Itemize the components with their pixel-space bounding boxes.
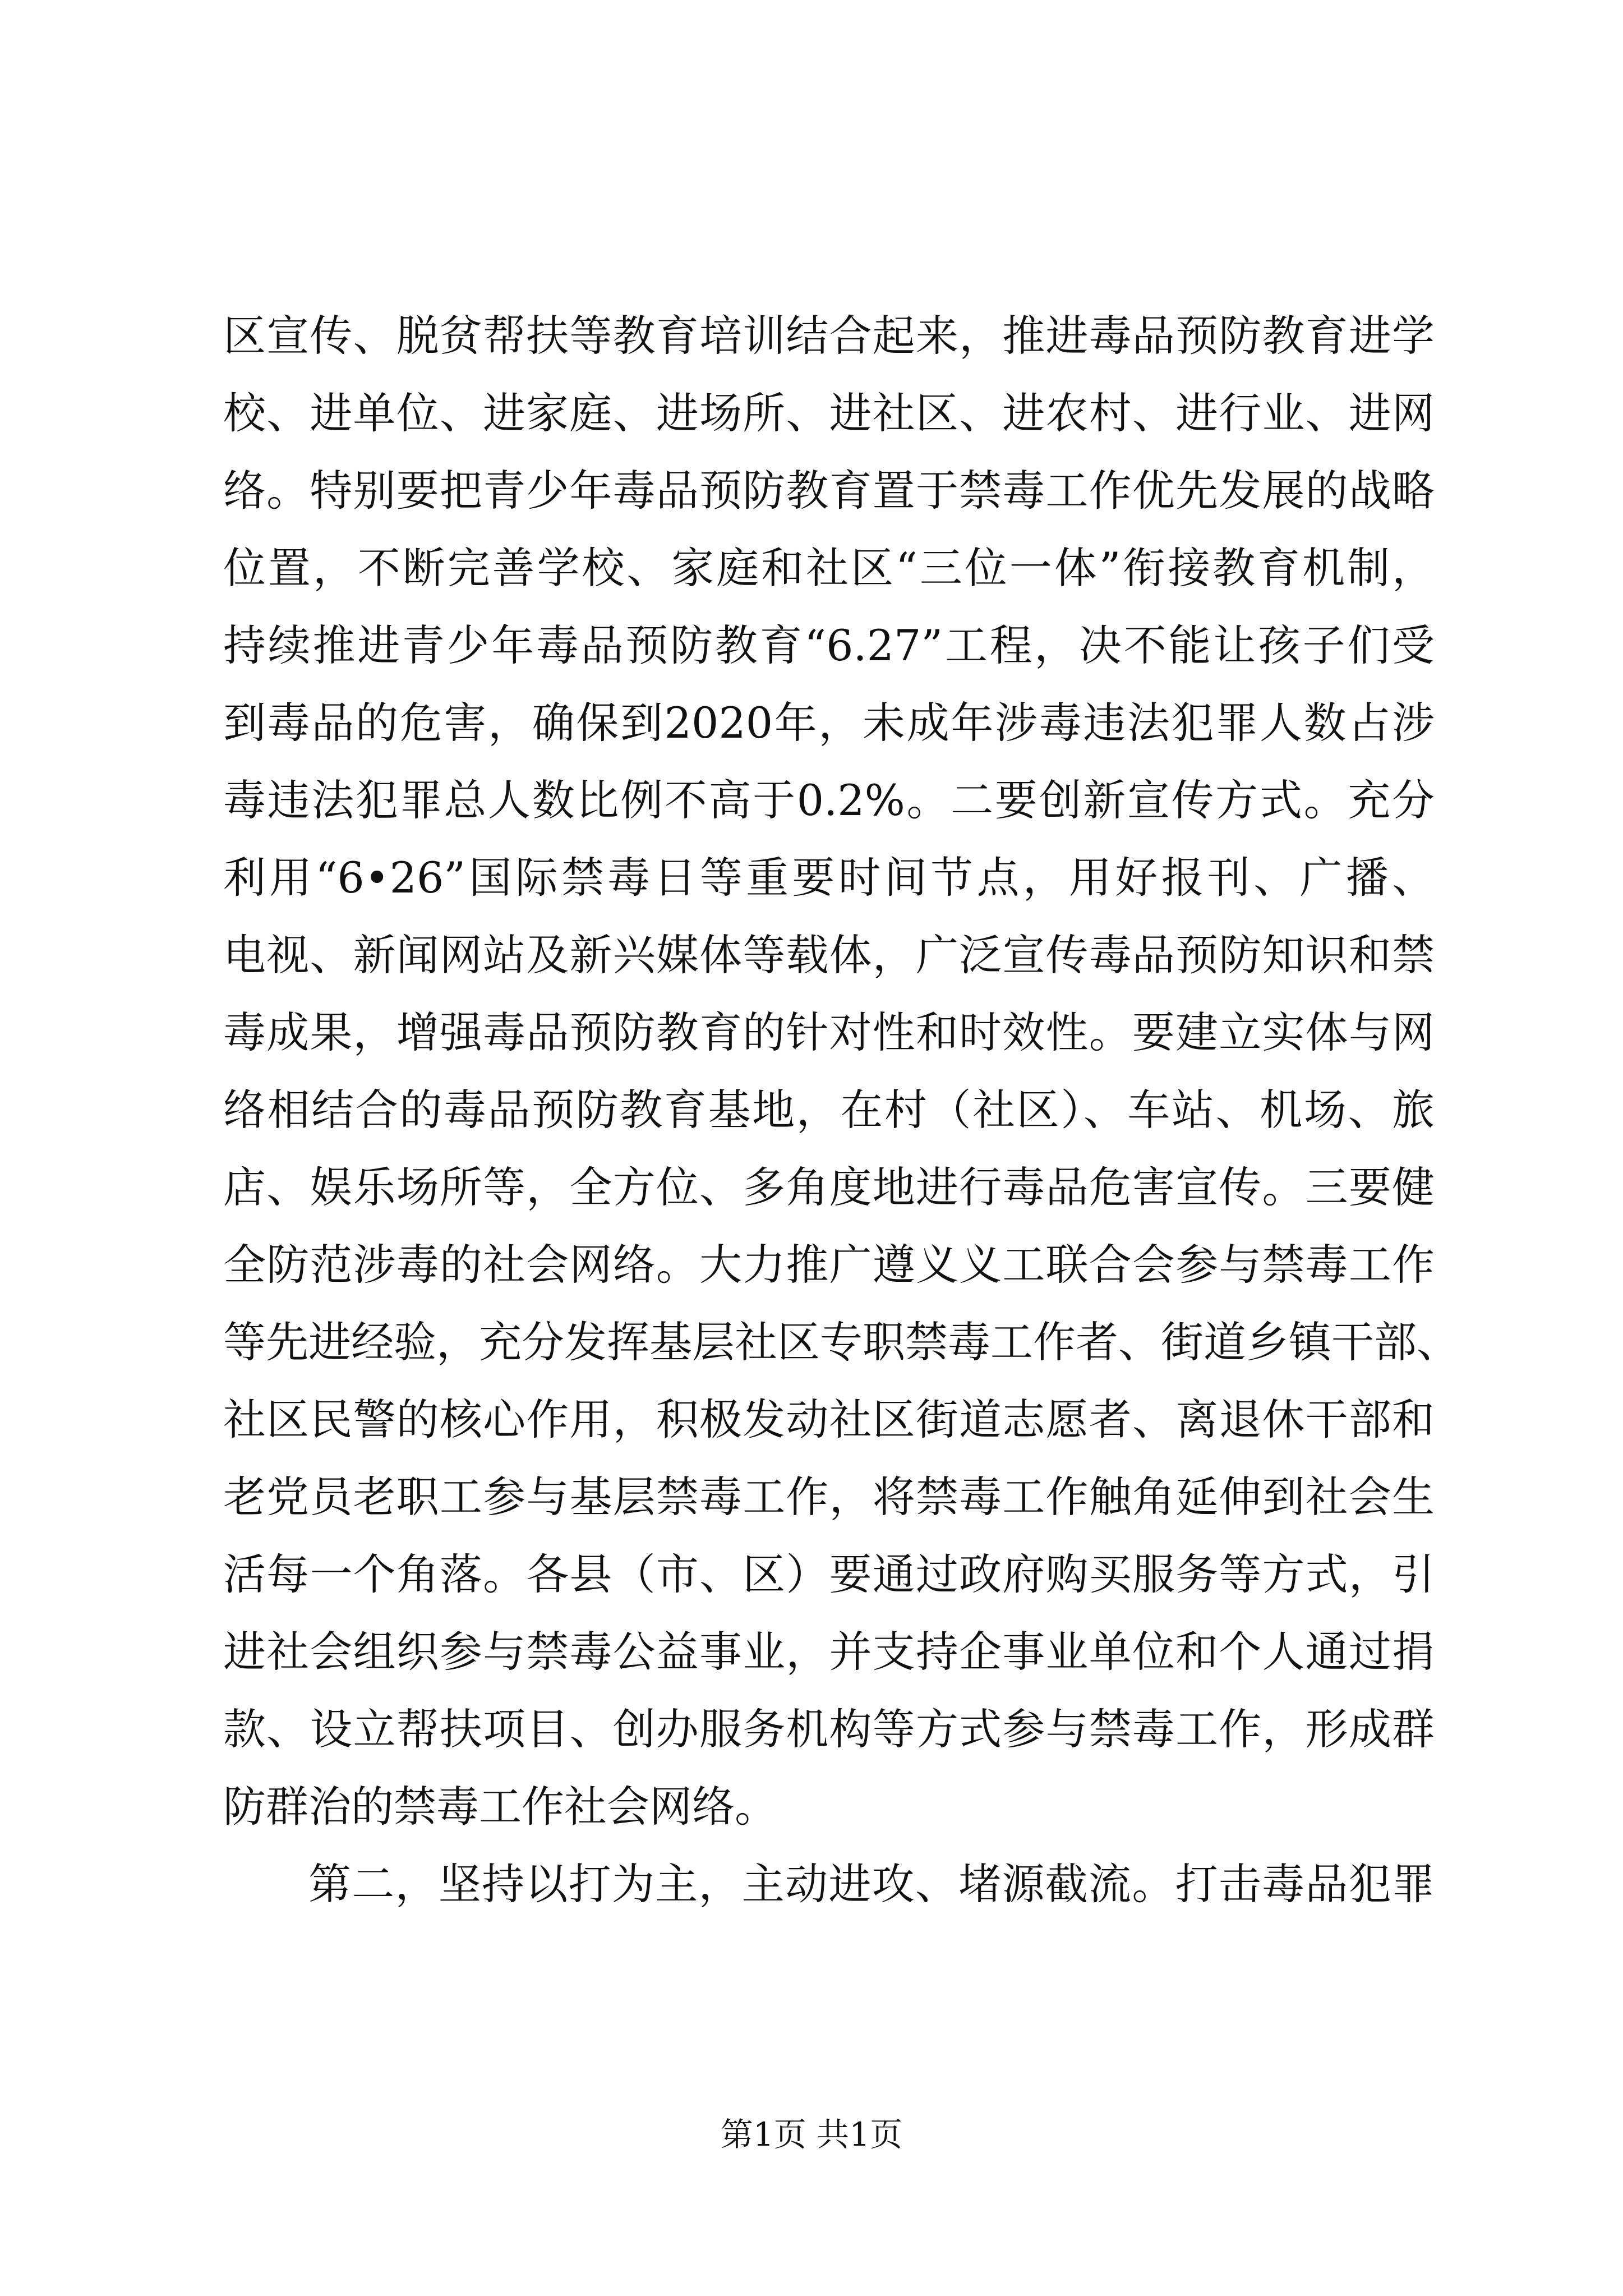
text-line: 活每一个角落。各县（市、区）要通过政府购买服务等方式，引 <box>223 1549 1435 1599</box>
page-footer: 第1页 共1页 <box>720 2115 903 2154</box>
text-line: 款、设立帮扶项目、创办服务机构等方式参与禁毒工作，形成群 <box>223 1704 1435 1754</box>
text-line: 位置，不断完善学校、家庭和社区“三位一体”衔接教育机制， <box>223 543 1435 593</box>
text-line: 等先进经验，充分发挥基层社区专职禁毒工作者、街道乡镇干部、 <box>223 1317 1459 1367</box>
text-line: 防群治的禁毒工作社会网络。 <box>223 1782 777 1832</box>
text-line: 店、娱乐场所等，全方位、多角度地进行毒品危害宣传。三要健 <box>223 1162 1435 1212</box>
text-line: 持续推进青少年毒品预防教育“6.27”工程，决不能让孩子们受 <box>223 620 1435 670</box>
text-line: 进社会组织参与禁毒公益事业，并支持企事业单位和个人通过捐 <box>223 1627 1435 1677</box>
text-line: 络。特别要把青少年毒品预防教育置于禁毒工作优先发展的战略 <box>223 466 1435 516</box>
text-line: 利用“6•26”国际禁毒日等重要时间节点，用好报刊、广播、 <box>223 853 1435 903</box>
paragraph-start-line: 第二，坚持以打为主，主动进攻、堵源截流。打击毒品犯罪 <box>308 1859 1435 1909</box>
text-line: 老党员老职工参与基层禁毒工作，将禁毒工作触角延伸到社会生 <box>223 1472 1435 1522</box>
text-line: 到毒品的危害，确保到2020年，未成年涉毒违法犯罪人数占涉 <box>223 698 1435 748</box>
text-line: 校、进单位、进家庭、进场所、进社区、进农村、进行业、进网 <box>223 388 1435 438</box>
text-line: 络相结合的毒品预防教育基地，在村（社区）、车站、机场、旅 <box>223 1085 1435 1135</box>
document-body <box>223 297 1459 1923</box>
text-line: 社区民警的核心作用，积极发动社区街道志愿者、离退休干部和 <box>223 1395 1435 1444</box>
text-line: 毒成果，增强毒品预防教育的针对性和时效性。要建立实体与网 <box>223 1007 1435 1057</box>
text-line: 区宣传、脱贫帮扶等教育培训结合起来，推进毒品预防教育进学 <box>223 311 1435 361</box>
text-line: 全防范涉毒的社会网络。大力推广遵义义工联合会参与禁毒工作 <box>223 1240 1435 1290</box>
text-line: 毒违法犯罪总人数比例不高于0.2%。二要创新宣传方式。充分 <box>223 775 1435 825</box>
text-line: 电视、新闻网站及新兴媒体等载体，广泛宣传毒品预防知识和禁 <box>223 930 1435 980</box>
